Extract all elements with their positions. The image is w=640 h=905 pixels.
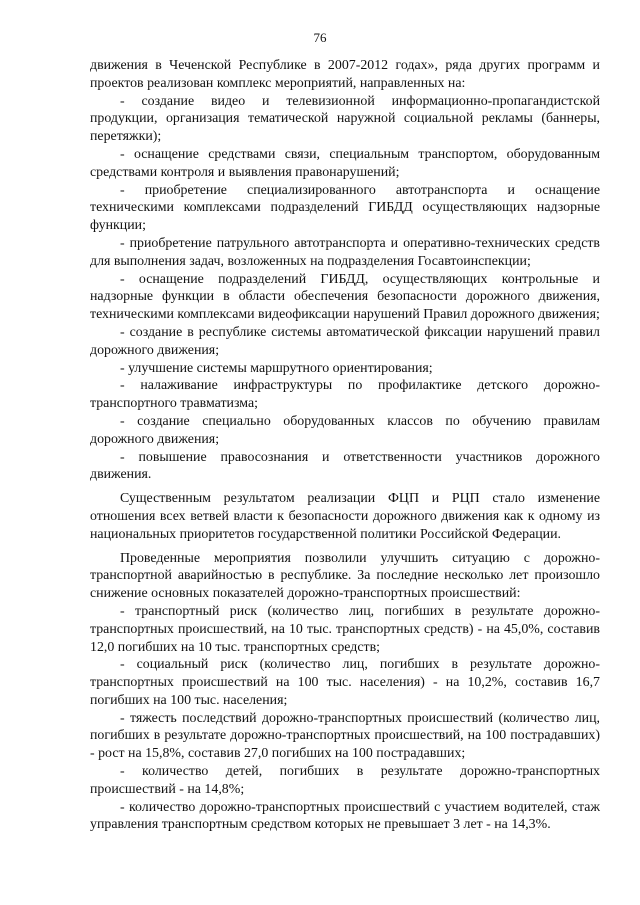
paragraph: - приобретение специализированного автотранспорта и оснащение техническими комплексами подразделений ГИБДД осуществляющих надзорные функции;: [90, 182, 600, 234]
paragraph: - создание видео и телевизионной информационно-пропагандистской продукции, организация тематической наружной социальной рекламы (баннеры, перетяжки);: [90, 93, 600, 145]
paragraph: движения в Чеченской Республике в 2007-2012 годах», ряда других программ и проектов реализован комплекс мероприятий, направленных на:: [90, 58, 600, 91]
paragraph: - создание в республике системы автоматической фиксации нарушений правил дорожного движения;: [90, 324, 600, 358]
paragraph: Проведенные мероприятия позволили улучшить ситуацию с дорожно-транспортной аварийностью в республике. За последние несколько лет произошло снижение основных показателей дорожно-транспортных происшествий:: [90, 550, 600, 602]
paragraph: - социальный риск (количество лиц, погибших в результате дорожно-транспортных происшествий на 100 тыс. населения) - на 10,2%, составив 16,7 погибших на 100 тыс. населения;: [90, 657, 600, 708]
paragraph: - количество детей, погибших в результате дорожно-транспортных происшествий - на 14,8%;: [90, 764, 600, 797]
paragraph: - транспортный риск (количество лиц, погибших в результате дорожно-транспортных происшествий, на 10 тыс. транспортных средств) - на 45,0%, составив 12,0 погибших на 10 тыс. транспортных средств;: [90, 603, 600, 655]
paragraph: - оснащение средствами связи, специальным транспортом, оборудованным средствами контроля и выявления правонарушений;: [90, 146, 600, 180]
paragraph: - повышение правосознания и ответственности участников дорожного движения.: [90, 449, 600, 483]
paragraph: - налаживание инфраструктуры по профилактике детского дорожно-транспортного травматизма;: [90, 378, 600, 412]
page-number: 76: [313, 30, 327, 45]
paragraph: - создание специально оборудованных классов по обучению правилам дорожного движения;: [90, 413, 600, 447]
paragraph: - оснащение подразделений ГИБДД, осуществляющих контрольные и надзорные функции в области обеспечения безопасности дорожного движения, техническими комплексами видеофиксации нарушений Правил дорожного движения;: [90, 271, 600, 323]
paragraph: - количество дорожно-транспортных происшествий с участием водителей, стаж управления транспортным средством которых не превышает 3 лет - на 14,3%.: [90, 799, 600, 833]
document-body: [90, 57, 600, 834]
paragraph: Существенным результатом реализации ФЦП и РЦП стало изменение отношения всех ветвей власти к безопасности дорожного движения как к одному из национальных приоритетов государственной политики Российской Федерации.: [90, 491, 600, 542]
paragraph: - тяжесть последствий дорожно-транспортных происшествий (количество лиц, погибших в результате дорожно-транспортных происшествий, на 100 пострадавших) - рост на 15,8%, составив 27,0 погибших на 100 пострадавших;: [90, 710, 600, 762]
paragraph: - улучшение системы маршрутного ориентирования;: [120, 360, 433, 376]
paragraph: - приобретение патрульного автотранспорта и оперативно-технических средств для выполнения задач, возложенных на подразделения Госавтоинспекции;: [90, 235, 600, 269]
